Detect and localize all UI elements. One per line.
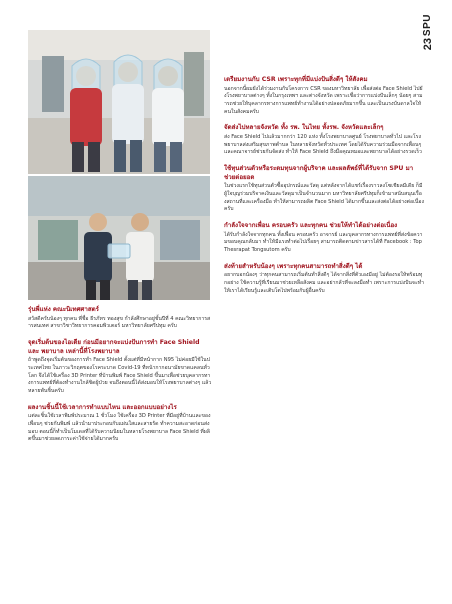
section-heading: จุดเริ่มต้นของไอเดีย ก่อนมีอยากจะแบ่งปันการทำ Face Shield และ พยาบาล เหล่านี้ที่โรงพยาบาล bbox=[28, 339, 200, 355]
photo-people-face-shields-illustration bbox=[28, 30, 210, 174]
article-section bbox=[28, 306, 212, 331]
article-section bbox=[224, 76, 424, 116]
section-heading: กำลังใจจากเพื่อน ครอบครัว และทุกคน ช่วยให้ทำได้อย่างต่อเนื่อง bbox=[224, 222, 398, 230]
section-body: อยากบอกน้องๆ ว่าทุกคนสามารถเริ่มต้นทำสิ่งดีๆ ได้จากสิ่งที่ตัวเองมีอยู่ ไม่ต้องรอให้พร้อมทุกอย่าง ใช้ความรู้ที่เรียนมาช่วยเหลือสังคม และอย่ากลัวที่จะลงมือทำ เพราะการแบ่งปันจะทำให้เราได้เรียนรู้และเติบโตไปพร้อมกับผู้อื่นครับ bbox=[224, 272, 424, 294]
article-section bbox=[28, 339, 212, 396]
section-body: ในช่วงแรกใช้ทุนส่วนตัวซื้ออุปกรณ์และวัสดุ แต่หลังจากได้แชร์เรื่องราวลงโซเชียลมีเดีย ก็มีผู้ใจบุญร่วมบริจาคเงินและวัสดุมาเป็นจำนวนมาก มหาวิทยาลัยศรีปทุมก็เข้ามาสนับสนุนเรื่องสถานที่และเครื่องมือ ทำให้สามารถผลิต Face Shield ได้มากขึ้นและส่งต่อได้อย่างต่อเนื่องครับ bbox=[224, 183, 424, 213]
section-body: ส่ง Face Shield ไปแล้วมากกว่า 120 แห่ง ทั้งโรงพยาบาลศูนย์ โรงพยาบาลทั่วไป และโรงพยาบาลส่งเสริมสุขภาพตำบล ในหลายจังหวัดทั่วประเทศ โดยได้รับความร่วมมือจากเพื่อนๆ และคณาจารย์ช่วยกันจัดส่ง ทำให้ Face Shield ถึงมือคุณหมอและพยาบาลได้อย่างรวดเร็ว bbox=[224, 134, 422, 156]
article-section bbox=[224, 222, 424, 255]
section-heading: ส่งท้ายสำหรับน้องๆ เพราะทุกคนสามารถทำสิ่งดีๆ ได้ bbox=[224, 262, 363, 270]
article-section bbox=[224, 263, 424, 296]
photo-people-face-shields bbox=[28, 30, 210, 174]
section-body: นอกจากนี้ผมยังได้ร่วมงานกับโครงการ CSR ของมหาวิทยาลัย เพื่อส่งต่อ Face Shield ไปยังโรงพยาบาลต่างๆ ทั้งในกรุงเทพฯ และต่างจังหวัด เพราะเชื่อว่าการแบ่งปันเล็กๆ น้อยๆ สามารถช่วยให้บุคลากรทางการแพทย์ทำงานได้อย่างปลอดภัยมากขึ้น และเป็นแรงบันดาลใจให้คนในสังคมครับ bbox=[224, 85, 423, 115]
section-heading: จัดส่งไปหลายจังหวัด ทั้ง รพ. ในไทย ทั้งรพ. จังหวัดและเล็กๆ bbox=[224, 124, 384, 132]
section-heading: รุ่นพี่แห่ง คณะนิเทศศาสตร์ bbox=[28, 306, 99, 313]
article-section bbox=[224, 165, 424, 214]
section-body: ถ้าพูดถึงจุดเริ่มต้นของการทำ Face Shield ตั้งแต่ที่มีหน้ากาก N95 ไม่ค่อยมีใช้ในประเทศไทย ในภาวะวิกฤตของโรคระบาด Covid-19 ที่หน้ากากอนามัยขาดแคลนทั่วโลก จึงได้ใช้เครื่อง 3D Printer ที่บ้านพิมพ์ Face Shield ขึ้นมาเพื่อช่วยบุคลากรทางการแพทย์ที่ต้องทำงานใกล้ชิดผู้ป่วย จนถึงตอนนี้ได้ส่งมอบให้โรงพยาบาลต่างๆ แล้วหลายพันชิ้นครับ bbox=[28, 357, 212, 394]
left-column bbox=[28, 306, 212, 452]
section-body: ได้รับกำลังใจจากทุกคน ทั้งเพื่อน ครอบครัว อาจารย์ และบุคลากรทางการแพทย์ที่ส่งข้อความขอบคุณกลับมา ทำให้มีแรงทำต่อไปเรื่อยๆ สามารถติดตามข่าวสารได้ที่ Facebook : TopThesrapat Tongsutom ครับ bbox=[224, 231, 423, 254]
section-heading: เตรียมงานกับ CSR เพราะทุกที่มีแบ่งปันสิ่งดีๆ ให้สังคม bbox=[224, 76, 368, 83]
section-body: สวัสดีครับน้องๆ ทุกคน พี่ชื่อ ธีรภัทร ทองสุข กำลังศึกษาอยู่ชั้นปีที่ 4 คณะวิทยาการสารสนเทศ สาขาวิชาวิทยาการคอมพิวเตอร์ มหาวิทยาลัยศรีปทุม ครับ bbox=[28, 315, 211, 330]
magazine-name: SPU bbox=[422, 14, 433, 37]
article-section bbox=[224, 124, 424, 157]
article-section bbox=[28, 404, 212, 444]
section-heading: ใช้ทุนส่วนตัวหรือระดมทุนจากผู้บริจาค และผลลัพธ์ที่ได้รับจาก SPU มาช่วยต่อยอด bbox=[224, 165, 414, 181]
page-number: 23 bbox=[422, 38, 434, 51]
section-body: แต่ละชิ้นใช้เวลาพิมพ์ประมาณ 1 ชั่วโมง ใช้เครื่อง 3D Printer ที่มีอยู่ที่บ้านและของเพื่อนๆ ช่วยกันพิมพ์ แล้วนำมาประกอบกับแผ่นใสและสายรัด ทำความสะอาดก่อนส่งมอบ ตอนนี้ก็ทำเป็นโมเดลที่ได้รับความนิยมในหลายโรงพยาบาล Face Shield ที่ผลิตขึ้นมาช่วยลดภาระค่าใช้จ่ายได้มากครับ bbox=[28, 413, 211, 443]
section-heading: ผลงานชิ้นนี้ใช้เวลาการทำแบบไหน และออกแบบอย่างไร bbox=[28, 403, 177, 411]
right-column bbox=[224, 76, 424, 304]
photo-face-shield-handover bbox=[28, 176, 210, 300]
photo-face-shield-handover-illustration bbox=[28, 176, 210, 300]
page-header bbox=[422, 14, 442, 50]
